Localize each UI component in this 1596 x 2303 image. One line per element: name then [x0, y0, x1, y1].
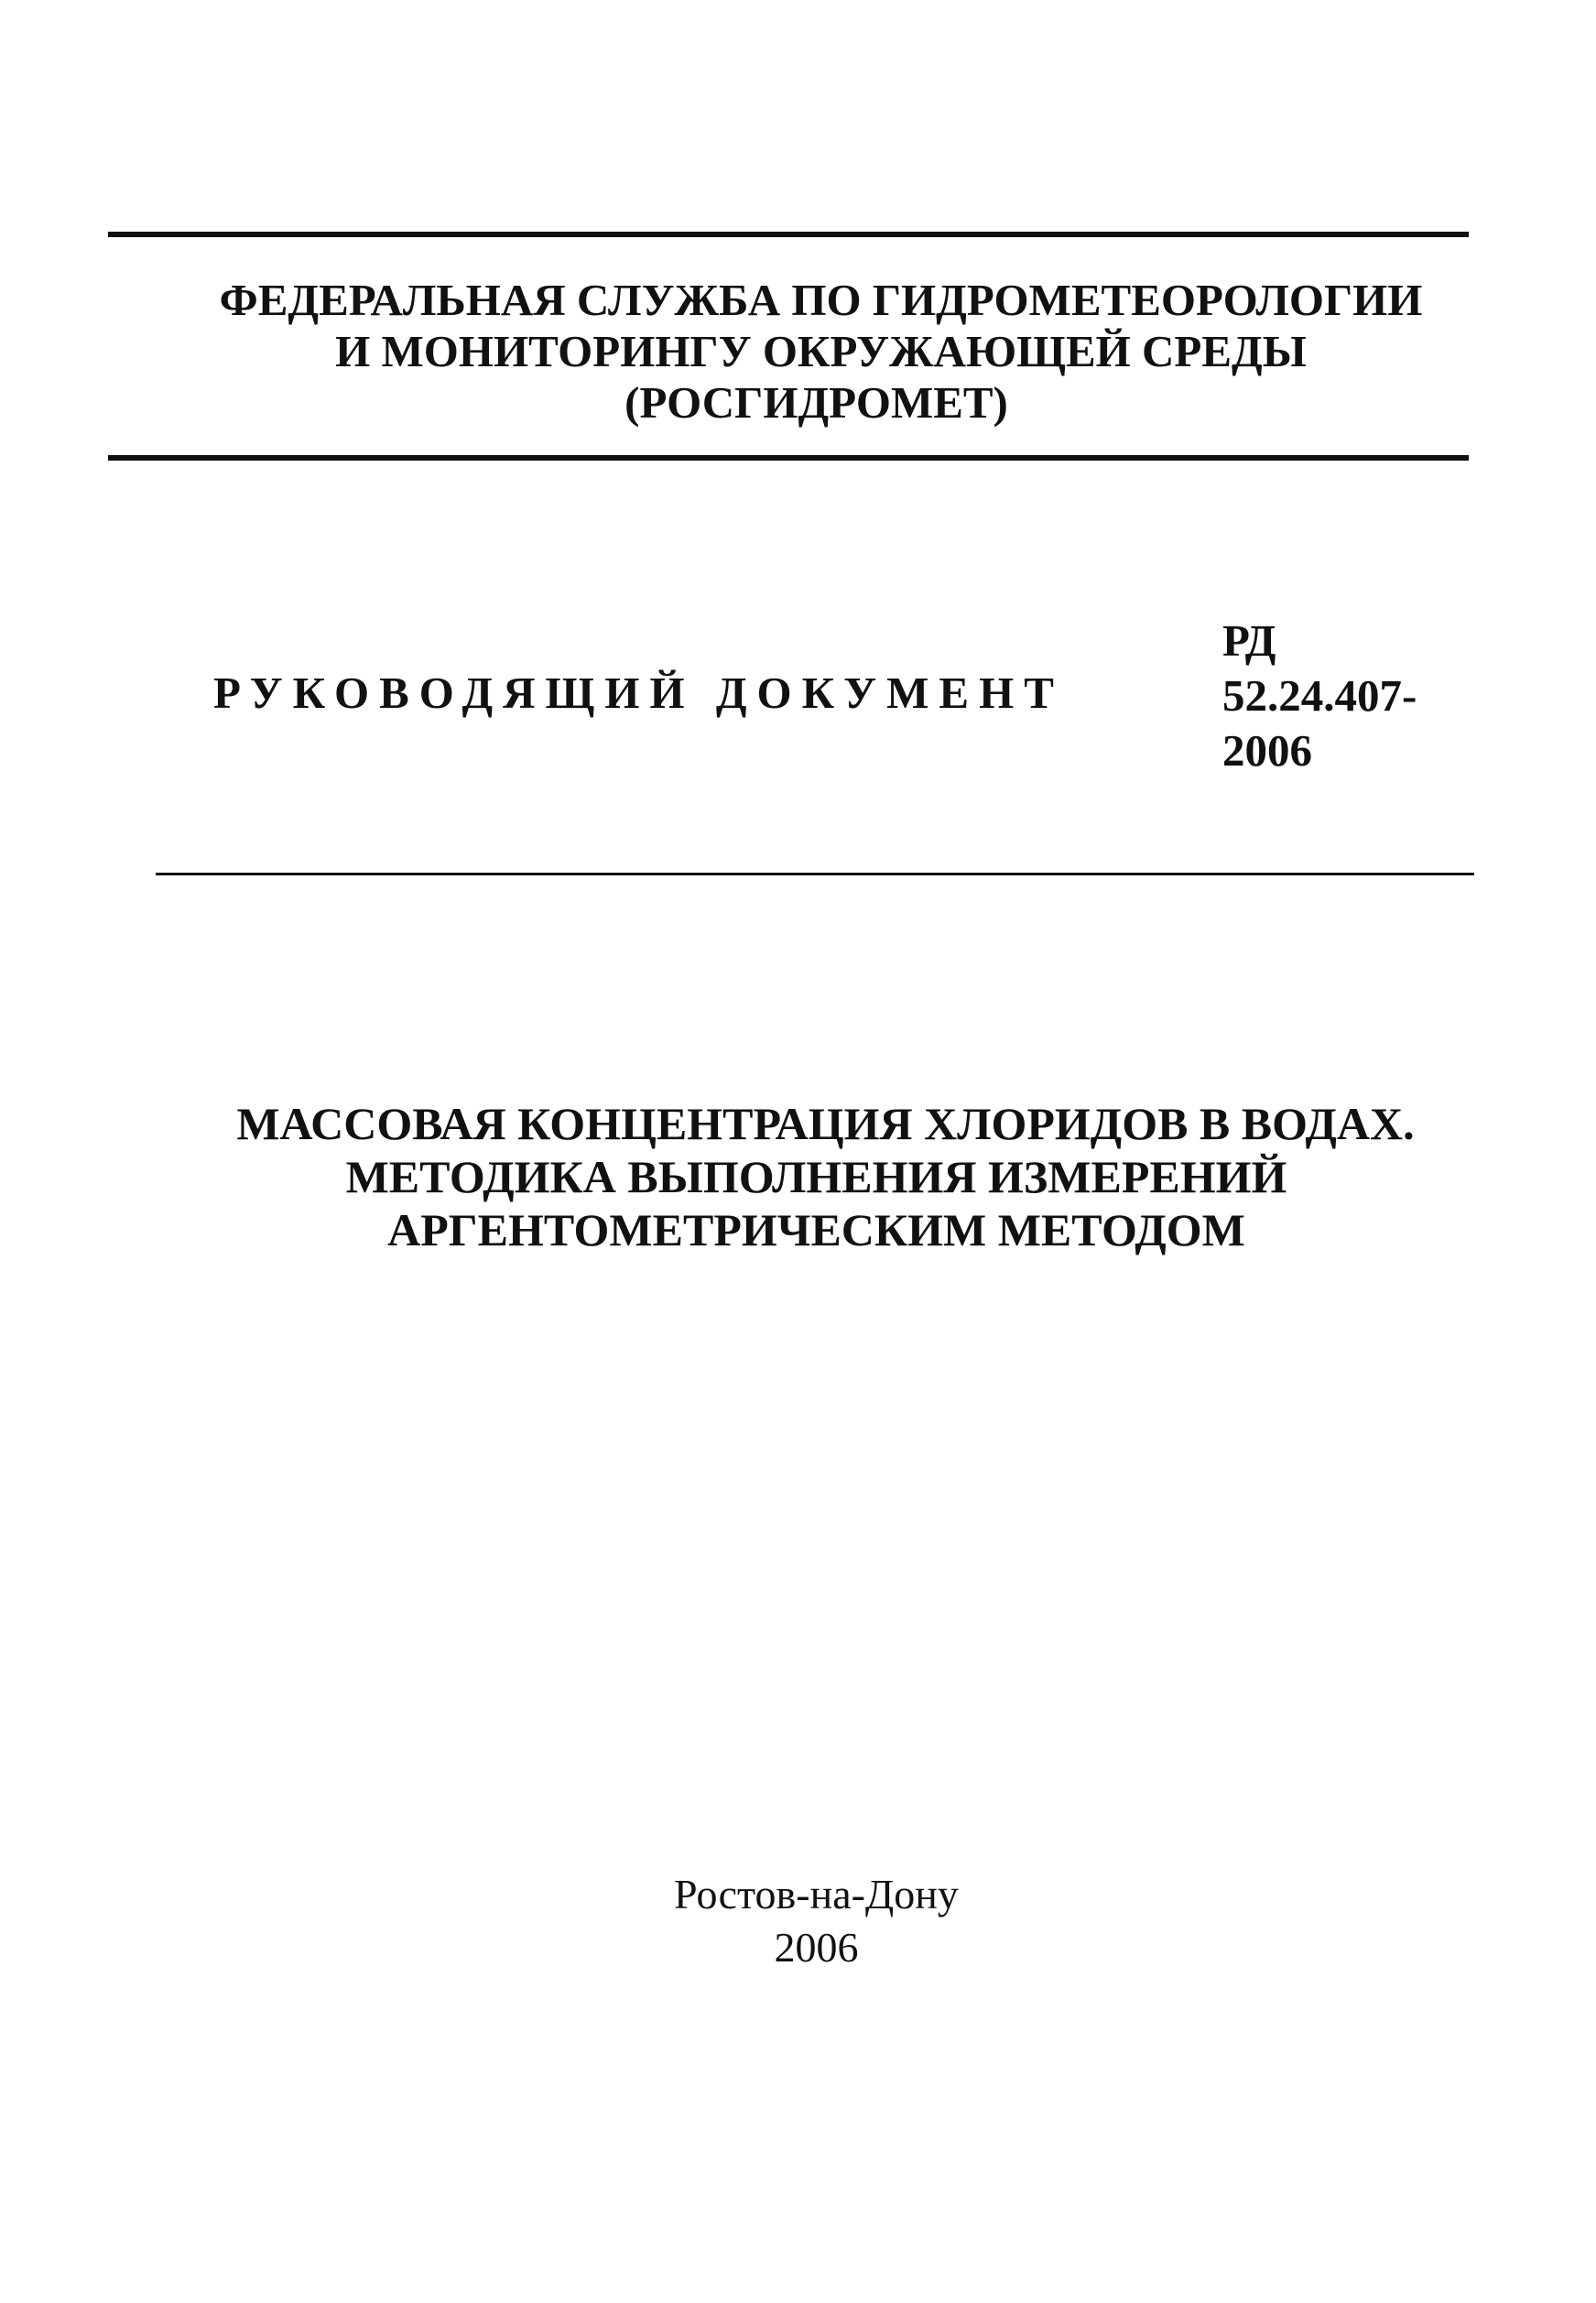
- publication-year: 2006: [774, 1924, 859, 1971]
- agency-name-line-2: И МОНИТОРИНГУ ОКРУЖАЮЩЕЙ СРЕДЫ: [335, 326, 1307, 376]
- section-divider: [156, 873, 1474, 875]
- document-title-line-2: МЕТОДИКА ВЫПОЛНЕНИЯ ИЗМЕРЕНИЙ: [345, 1151, 1287, 1202]
- document-type-label: РУКОВОДЯЩИЙ ДОКУМЕНТ: [213, 668, 1064, 718]
- document-title-line-1: МАССОВАЯ КОНЦЕНТРАЦИЯ ХЛОРИДОВ В ВОДАХ.: [236, 1098, 1415, 1149]
- imprint: [0, 1868, 1596, 1974]
- document-code-prefix: РД: [1222, 615, 1276, 666]
- agency-header: [0, 275, 1596, 429]
- agency-abbreviation: (РОСГИДРОМЕТ): [624, 377, 1008, 428]
- agency-name-line-1: ФЕДЕРАЛЬНАЯ СЛУЖБА ПО ГИДРОМЕТЕОРОЛОГИИ: [219, 275, 1423, 325]
- document-title: [0, 1097, 1596, 1256]
- document-code: [1222, 614, 1417, 778]
- publication-place: Ростов-на-Дону: [674, 1871, 959, 1917]
- document-code-number: 52.24.407-: [1222, 670, 1417, 721]
- document-code-year: 2006: [1222, 725, 1312, 776]
- top-rule: [108, 232, 1469, 237]
- header-bottom-rule: [108, 455, 1469, 461]
- document-title-line-3: АРГЕНТОМЕТРИЧЕСКИМ МЕТОДОМ: [387, 1204, 1245, 1255]
